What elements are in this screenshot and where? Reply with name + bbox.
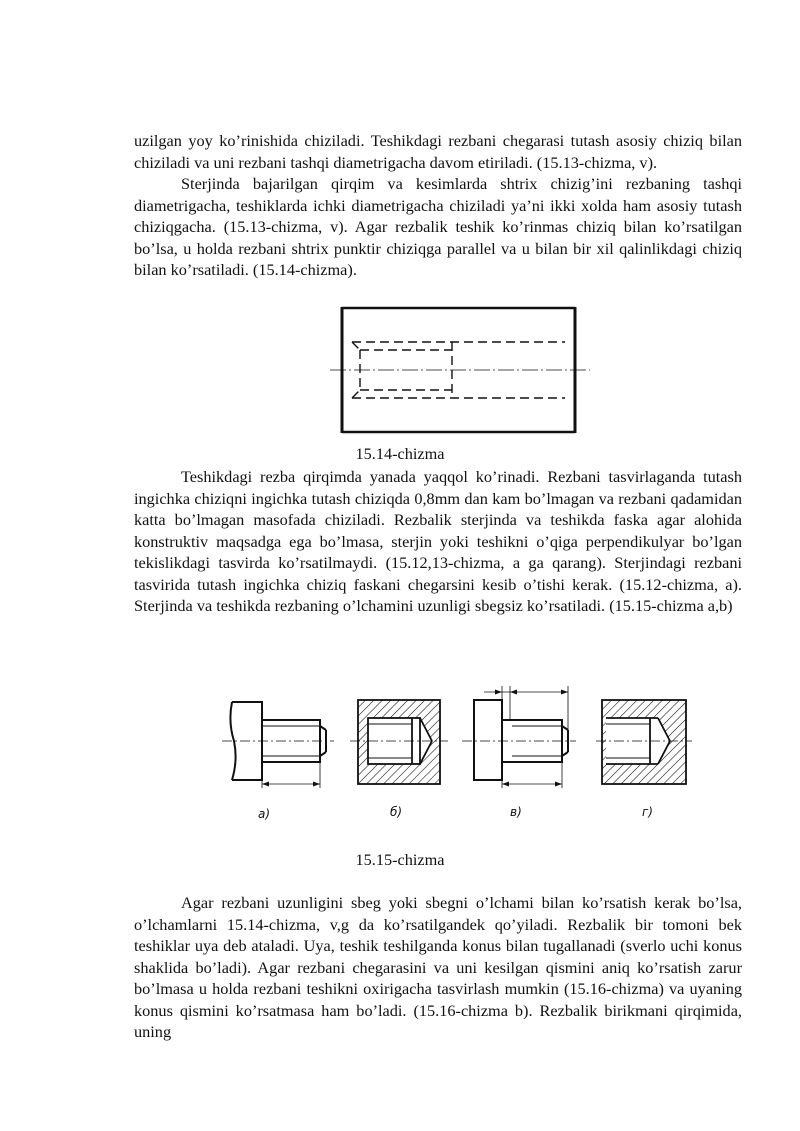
view-b	[350, 700, 448, 784]
view-v	[462, 686, 576, 788]
figure-15-15-drawing	[222, 682, 712, 830]
figure-15-14-caption: 15.14-chizma	[355, 444, 445, 463]
view-a	[222, 702, 334, 788]
figure-15-15-caption: 15.15-chizma	[355, 850, 445, 869]
label-b: б)	[390, 805, 403, 819]
paragraph-1: uzilgan yoy ko’rinishida chiziladi. Teshikdagi rezbani chegarasi tutash asosiy chiziq bilan chiziladi va uni rezbani tashqi diametrigacha davom etiriladi. (15.13-chizma, v).	[134, 131, 742, 172]
paragraph-4: Agar rezbani uzunligini sbeg yoki sbegni o’lchami bilan ko’rsatish kerak bo’lsa, o’lchamlarni 15.14-chizma, v,g da ko’rsatilgandek qo’yiladi. Rezbalik bir tomoni bek teshiklar uya deb ataladi. Uya, teshik teshilganda konus bilan tugallanadi (sverlo uchi konus shaklida bo’ladi). Agar rezbani chegarasini va uni kesilgan qismini aniq ko’rsatish zarur bo’lmasa u holda rezbani teshikni oxirigacha tasvirlash mumkin (15.16-chizma) va uyaning konus qismini ko’rsatmasa ham bo’ladi. (15.16-chizma b). Rezbalik birikmani qirqimida, uning	[134, 893, 742, 1041]
label-a: а)	[258, 807, 271, 821]
view-g	[596, 700, 692, 784]
text-block-bottom	[134, 892, 742, 1043]
label-v: в)	[510, 805, 522, 819]
text-block-middle	[134, 466, 742, 617]
paragraph-3: Teshikdagi rezba qirqimda yanada yaqqol ko’rinadi. Rezbani tasvirlaganda tutash ingichka chiziqni ingichka tutash chiziqda 0,8mm dan kam bo’lmagan va rezbani qadamidan katta bo’lmagan masofada chiziladi. Rezbalik sterjinda va teshikda faska agar alohida konstruktiv maqsadga ega bo’lmasa, sterjin yoki teshikni o’qiga perpendikulyar bo’lgan tekislikdagi tasvirda ko’rsatilmaydi. (15.12,13-chizma, a ga qarang). Sterjindagi rezbani tasvirida tutash ingichka chiziq faskani chegarsini kesib o’tishi kerak. (15.12-chizma, a). Sterjinda va teshikda rezbaning o’lchamini uzunligi sbegsiz ko’rsatiladi. (15.15-chizma a,b)	[134, 467, 742, 615]
paragraph-2: Sterjinda bajarilgan qirqim va kesimlarda shtrix chizig’ini rezbaning tashqi diametrigacha, teshiklarda ichki diametrigacha chiziladi ya’ni ikki xolda ham asosiy tutash chiziqgacha. (15.13-chizma, v). Agar rezbalik teshik ko’rinmas chiziq bilan ko’rsatilgan bo’lsa, u holda rezbani shtrix punktir chiziqga parallel va u bilan bir xil qalinlikdagi chiziq bilan ko’rsatiladi. (15.14-chizma).	[134, 174, 742, 279]
text-block-top	[134, 130, 742, 281]
figure-15-14-drawing	[330, 305, 590, 435]
label-g: г)	[642, 805, 653, 819]
